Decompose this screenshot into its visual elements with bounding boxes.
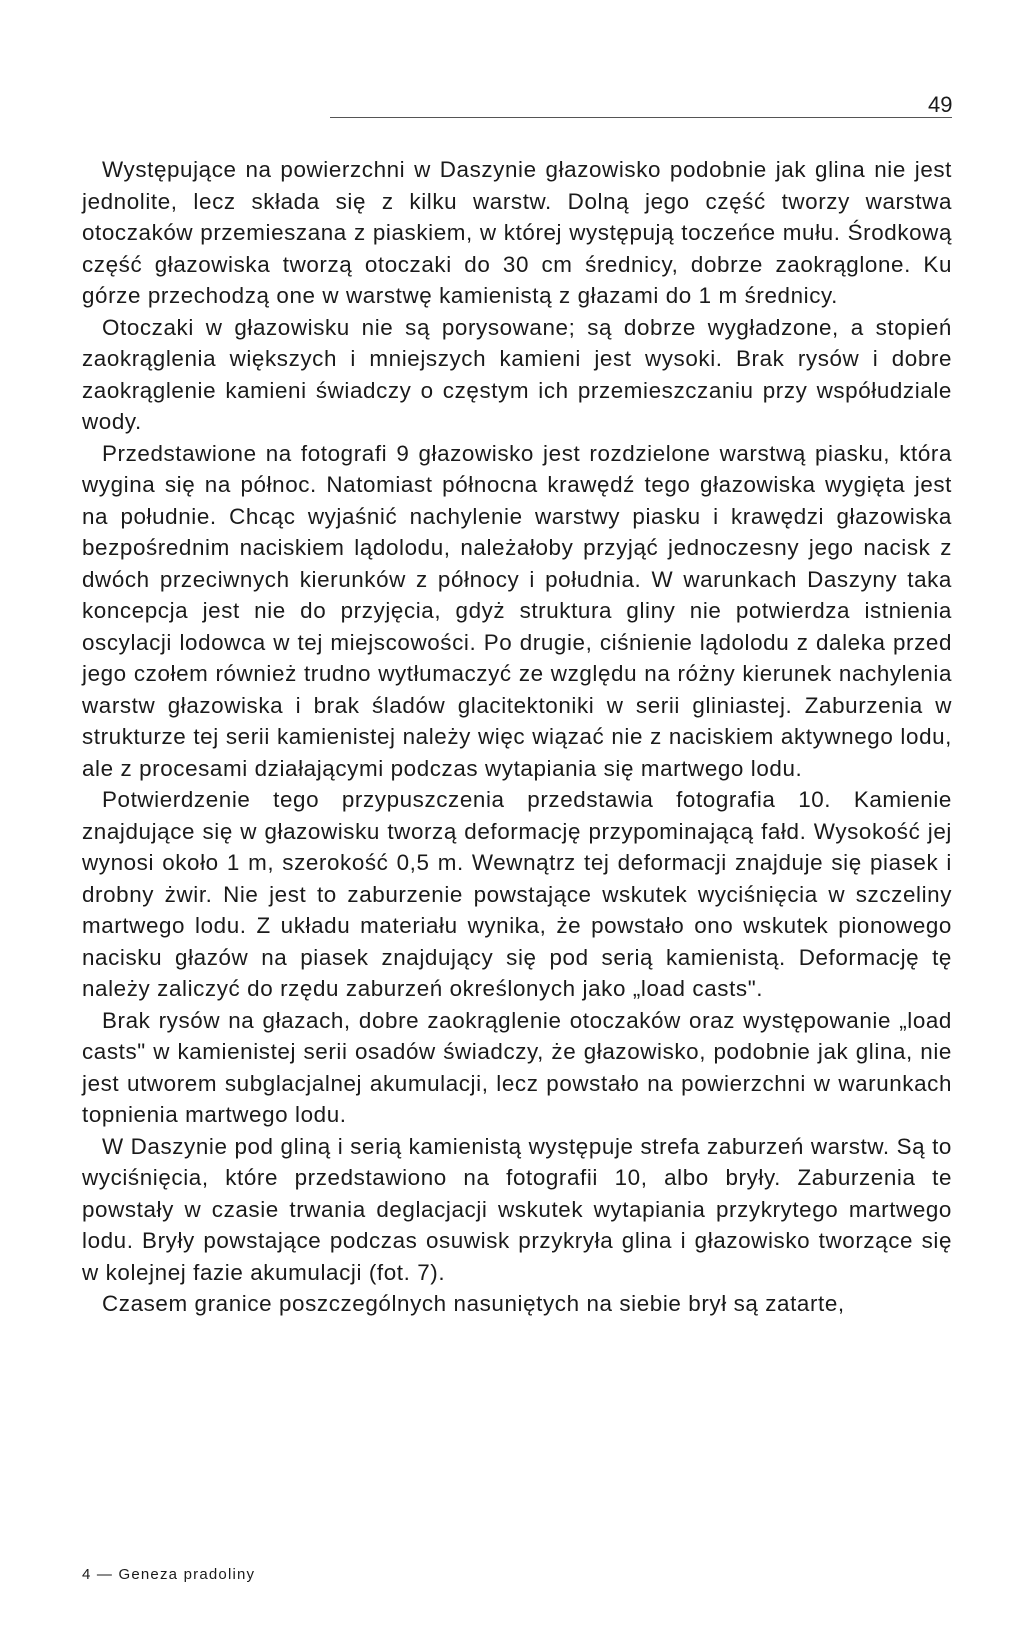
paragraph: Występujące na powierzchni w Daszynie głazowisko podobnie jak glina nie jest jednolite, lecz składa się z kilku warstw. Dolną jego część tworzy warstwa otoczaków przemieszana z piaskiem, w której występują toczeńce mułu. Środkową część głazowiska tworzą otoczaki do 30 cm średnicy, dobrze zaokrąglone. Ku górze przechodzą one w warstwę kamienistą z głazami do 1 m średnicy. [82,157,952,308]
body-text [82,154,952,1320]
paragraph: Przedstawione na fotografi 9 głazowisko jest rozdzielone warstwą piasku, która wygina się na północ. Natomiast północna krawędź tego głazowiska wygięta jest na południe. Chcąc wyjaśnić nachylenie warstwy piasku i krawędzi głazowiska bezpośrednim naciskiem lądolodu, należałoby przyjąć jednoczesny jego nacisk z dwóch przeciwnych kierunków z północy i południa. W warunkach Daszyny taka koncepcja jest nie do przyjęcia, gdyż struktura gliny nie potwierdza istnienia oscylacji lodowca w tej miejscowości. Po drugie, ciśnienie lądolodu z daleka przed jego czołem również trudno wytłumaczyć ze względu na różny kierunek nachylenia warstw głazowiska i brak śladów glacitektoniki w serii gliniastej. Zaburzenia w strukturze tej serii kamienistej należy więc wiązać nie z naciskiem aktywnego lodu, ale z procesami działającymi podczas wytapiania się martwego lodu. [82,440,952,781]
paragraph: W Daszynie pod gliną i serią kamienistą występuje strefa zaburzeń warstw. Są to wyciśnięcia, które przedstawiono na fotografii 10, albo bryły. Zaburzenia te powstały w czasie trwania deglacjacji wskutek wytapiania przykrytego martwego lodu. Bryły powstające podczas osuwisk przykryła glina i głazowisko tworzące się w kolejnej fazie akumulacji (fot. 7). [82,1133,952,1285]
page-number: 49 [928,92,953,117]
paragraph: Brak rysów na głazach, dobre zaokrąglenie otoczaków oraz występowanie „load casts" w kamienistej serii osadów świadczy, że głazowisko, podobnie jak glina, nie jest utworem subglacjalnej akumulacji, lecz powstało na powierzchni w warunkach topnienia martwego lodu. [82,1007,952,1127]
paragraph: Potwierdzenie tego przypuszczenia przedstawia fotografia 10. Kamienie znajdujące się w głazowisku tworzą deformację przypominającą fałd. Wysokość jej wynosi około 1 m, szerokość 0,5 m. Wewnątrz tej deformacji znajduje się piasek i drobny żwir. Nie jest to zaburzenie powstające wskutek wyciśnięcia w szczeliny martwego lodu. Z układu materiału wynika, że powstało ono wskutek pionowego nacisku głazów na piasek znajdujący się pod serią kamienistą. Deformację tę należy zaliczyć do rzędu zaburzeń określonych jako „load casts". [82,787,952,1001]
footer-signature: 4 — Geneza pradoliny [82,1566,256,1583]
paragraph: Otoczaki w głazowisku nie są porysowane; są dobrze wygładzone, a stopień zaokrąglenia większych i mniejszych kamieni jest wysoki. Brak rysów i dobre zaokrąglenie kamieni świadczy o częstym ich przemieszczaniu przy współudziale wody. [82,314,952,434]
header-rule [330,117,952,118]
paragraph: Czasem granice poszczególnych nasuniętych na siebie brył są zatarte, [102,1291,845,1316]
